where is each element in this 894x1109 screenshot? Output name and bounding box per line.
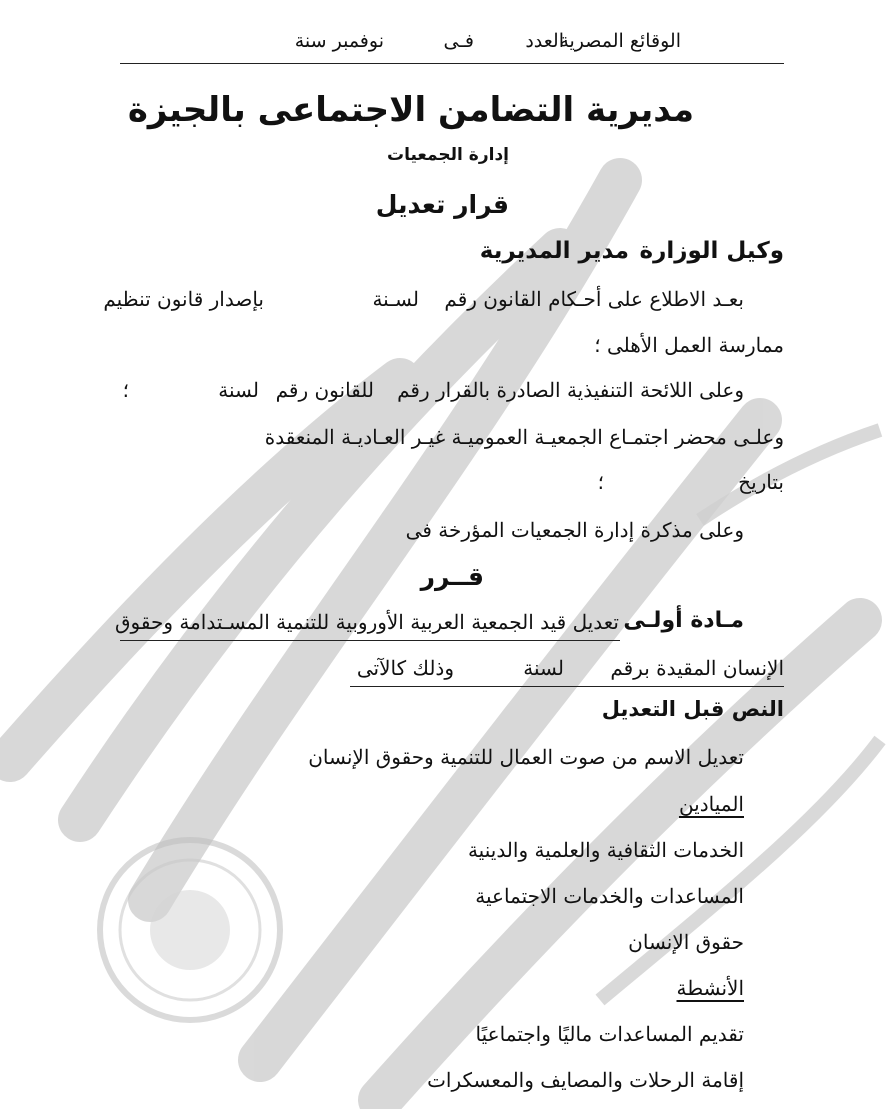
preamble-p4: وعلى مذكرة إدارة الجمعيات المؤرخة فى <box>405 518 744 542</box>
article-one-text-line2-a: الإنسان المقيدة برقم <box>610 656 784 680</box>
before-heading: النص قبل التعديل <box>601 697 784 721</box>
preamble-p3-line2-b: ؛ <box>597 470 604 494</box>
preamble-p2-d: ؛ <box>122 378 129 402</box>
field-item: الخدمات الثقافية والعلمية والدينية <box>467 838 744 862</box>
preamble-p2-b: للقانون رقم <box>275 378 374 402</box>
decision-title: قرار تعديل <box>375 190 509 219</box>
preamble-p1-c: بإصدار قانون تنظيم <box>103 287 264 311</box>
fields-heading: الميادين <box>678 792 744 816</box>
article-one-text-line2-b: لسنة <box>523 656 564 680</box>
article-one-underline-2 <box>350 686 784 687</box>
header-rule <box>120 63 784 64</box>
preamble-p1-b: لسـنة <box>372 287 419 311</box>
preamble-p2-c: لسنة <box>218 378 259 402</box>
issue-label: العدد <box>525 30 564 52</box>
issuer-director: مدير المديرية <box>479 238 629 264</box>
resolved-heading: قــرر <box>420 562 484 591</box>
preamble-p1-line2: ممارسة العمل الأهلى ؛ <box>594 333 784 357</box>
publication-name: الوقائع المصرية <box>559 30 681 52</box>
field-item: المساعدات والخدمات الاجتماعية <box>475 884 744 908</box>
directorate-title: مديرية التضامن الاجتماعى بالجيزة <box>127 90 694 130</box>
activity-item: إقامة الرحلات والمصايف والمعسكرات <box>427 1068 744 1092</box>
activities-heading: الأنشطة <box>676 976 744 1000</box>
before-name-change: تعديل الاسم من صوت العمال للتنمية وحقوق الإنسان <box>308 745 744 769</box>
article-one-text-line1: تعديل قيد الجمعية العربية الأوروبية للتنمية المسـتدامة وحقوق <box>114 610 619 634</box>
preamble-p3-line1: وعلـى محضر اجتمـاع الجمعيـة العموميـة غيـر العـاديـة المنعقدة <box>264 425 784 449</box>
department-title: إدارة الجمعيات <box>387 145 509 165</box>
activity-item: تقديم المساعدات ماليًا واجتماعيًا <box>475 1022 744 1046</box>
issuer-undersecretary: وكيل الوزارة <box>639 238 784 264</box>
in-label: فـى <box>443 30 474 52</box>
preamble-p2-a: وعلى اللائحة التنفيذية الصادرة بالقرار رقم <box>397 378 744 402</box>
field-item: حقوق الإنسان <box>628 930 744 954</box>
date-label: نوفمبر سنة <box>294 30 384 52</box>
preamble-p3-line2-a: بتاريخ <box>738 470 784 494</box>
article-one-text-line2-c: وذلك كالآتى <box>356 656 454 680</box>
article-one-label: مـادة أولـى <box>623 608 744 633</box>
preamble-p1-a: بعـد الاطلاع على أحـكام القانون رقم <box>444 287 744 311</box>
article-one-underline-1 <box>120 640 620 641</box>
